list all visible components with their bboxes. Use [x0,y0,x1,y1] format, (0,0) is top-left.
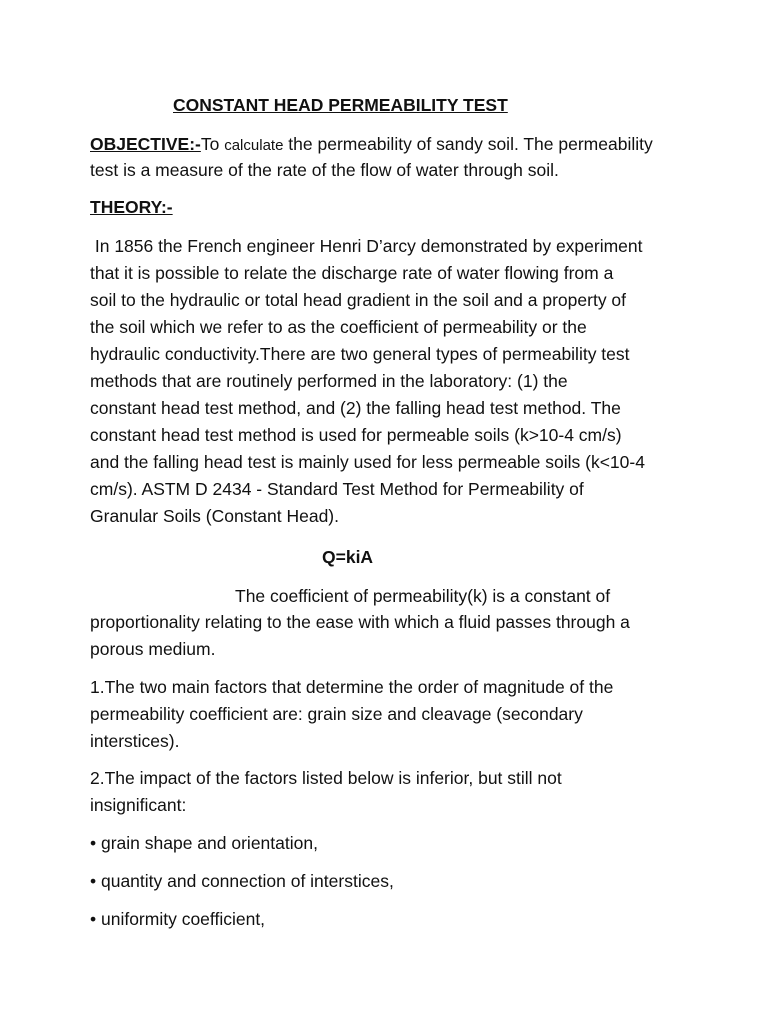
document-title: CONSTANT HEAD PERMEABILITY TEST [173,95,508,115]
objective-to: To [200,134,225,154]
point-1-line: interstices). [90,731,180,751]
theory-line: methods that are routinely performed in the laboratory: (1) the [90,371,568,391]
objective-line-2: test is a measure of the rate of the flow of water through soil. [90,160,559,180]
theory-line: that it is possible to relate the discharge rate of water flowing from a [90,263,614,283]
theory-line: In 1856 the French engineer Henri D’arcy demonstrated by experiment [90,236,643,256]
coefficient-line: proportionality relating to the ease with which a fluid passes through a [90,612,630,632]
objective-line-1 [90,131,653,159]
formula: Q=kiA [322,547,374,567]
objective-text: the permeability of sandy soil. The permeability [283,134,653,154]
point-1-line: permeability coefficient are: grain size and cleavage (secondary [90,704,583,724]
theory-line: cm/s). ASTM D 2434 - Standard Test Method for Permeability of [90,479,584,499]
objective-calculate: calculate [224,137,284,154]
bullet-item: • uniformity coefficient, [90,909,266,929]
theory-line: soil to the hydraulic or total head gradient in the soil and a property of [90,290,627,310]
point-1-line: 1.The two main factors that determine the order of magnitude of the [90,677,614,697]
theory-line: hydraulic conductivity.There are two general types of permeability test [90,344,630,364]
bullet-item: • grain shape and orientation, [90,833,318,853]
theory-line: the soil which we refer to as the coefficient of permeability or the [90,317,587,337]
point-2-line: 2.The impact of the factors listed below is inferior, but still not [90,768,562,788]
theory-line: constant head test method is used for permeable soils (k>10-4 cm/s) [90,425,622,445]
theory-line: constant head test method, and (2) the falling head test method. The [90,398,621,418]
coefficient-line: porous medium. [90,639,216,659]
coefficient-line: The coefficient of permeability(k) is a constant of [235,586,611,606]
theory-label: THEORY:- [90,197,173,217]
point-2-line: insignificant: [90,795,187,815]
bullet-item: • quantity and connection of interstices, [90,871,394,891]
objective-label: OBJECTIVE:- [90,134,201,154]
theory-line: and the falling head test is mainly used for less permeable soils (k<10-4 [90,452,645,472]
theory-line: Granular Soils (Constant Head). [90,506,339,526]
